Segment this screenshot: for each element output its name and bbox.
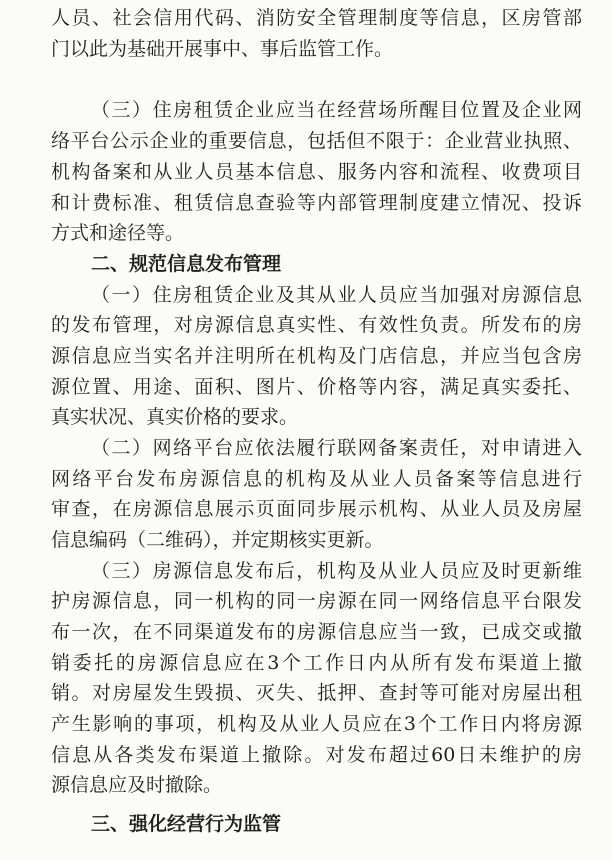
text-line: 销。对房屋发生毁损、灭失、抵押、查封等可能对房屋出租	[51, 682, 582, 704]
text-line: 络平台公示企业的重要信息，包括但不限于：企业营业执照、	[51, 130, 582, 152]
text-line: 信息编码（二维码），并定期核实更新。	[51, 529, 384, 551]
text-line: 真实状况、真实价格的要求。	[51, 406, 299, 428]
text-line: 源信息应及时撤除。	[51, 774, 223, 796]
text-line: 产生影响的事项，机构及从业人员应在3个工作日内将房源	[51, 713, 582, 735]
text-line: 审查，在房源信息展示页面同步展示机构、从业人员及房屋	[51, 498, 582, 520]
text-line: 销委托的房源信息应在3个工作日内从所有发布渠道上撤	[51, 652, 582, 674]
text-line: （三）房源信息发布后，机构及从业人员应及时更新维	[91, 560, 582, 582]
text-line: 方式和途径等。	[51, 222, 185, 244]
text-line: 人员、社会信用代码、消防安全管理制度等信息，区房管部	[51, 7, 582, 29]
text-line: 网络平台发布房源信息的机构及从业人员备案等信息进行	[51, 468, 582, 490]
text-line: （二）网络平台应依法履行联网备案责任，对申请进入	[91, 437, 582, 459]
text-line: 门以此为基础开展事中、事后监管工作。	[51, 38, 394, 60]
text-line: 护房源信息，同一机构的同一房源在同一网络信息平台限发	[51, 590, 582, 612]
section-heading: 二、规范信息发布管理	[91, 253, 282, 275]
text-line: 机构备案和从业人员基本信息、服务内容和流程、收费项目	[51, 161, 582, 183]
text-line: （一）住房租赁企业及其从业人员应当加强对房源信息	[91, 284, 582, 306]
text-line: 和计费标准、租赁信息查验等内部管理制度建立情况、投诉	[51, 192, 582, 214]
text-line: 源位置、用途、面积、图片、价格等内容，满足真实委托、	[51, 376, 582, 398]
text-line: （三）住房租赁企业应当在经营场所醒目位置及企业网	[91, 99, 582, 121]
text-line: 信息从各类发布渠道上撤除。对发布超过60日未维护的房	[51, 744, 582, 766]
text-line: 源信息应当实名并注明所在机构及门店信息，并应当包含房	[51, 345, 582, 367]
text-line: 布一次，在不同渠道发布的房源信息应当一致，已成交或撤	[51, 621, 582, 643]
text-line: 的发布管理，对房源信息真实性、有效性负责。所发布的房	[51, 314, 582, 336]
section-heading: 三、强化经营行为监管	[91, 813, 282, 835]
